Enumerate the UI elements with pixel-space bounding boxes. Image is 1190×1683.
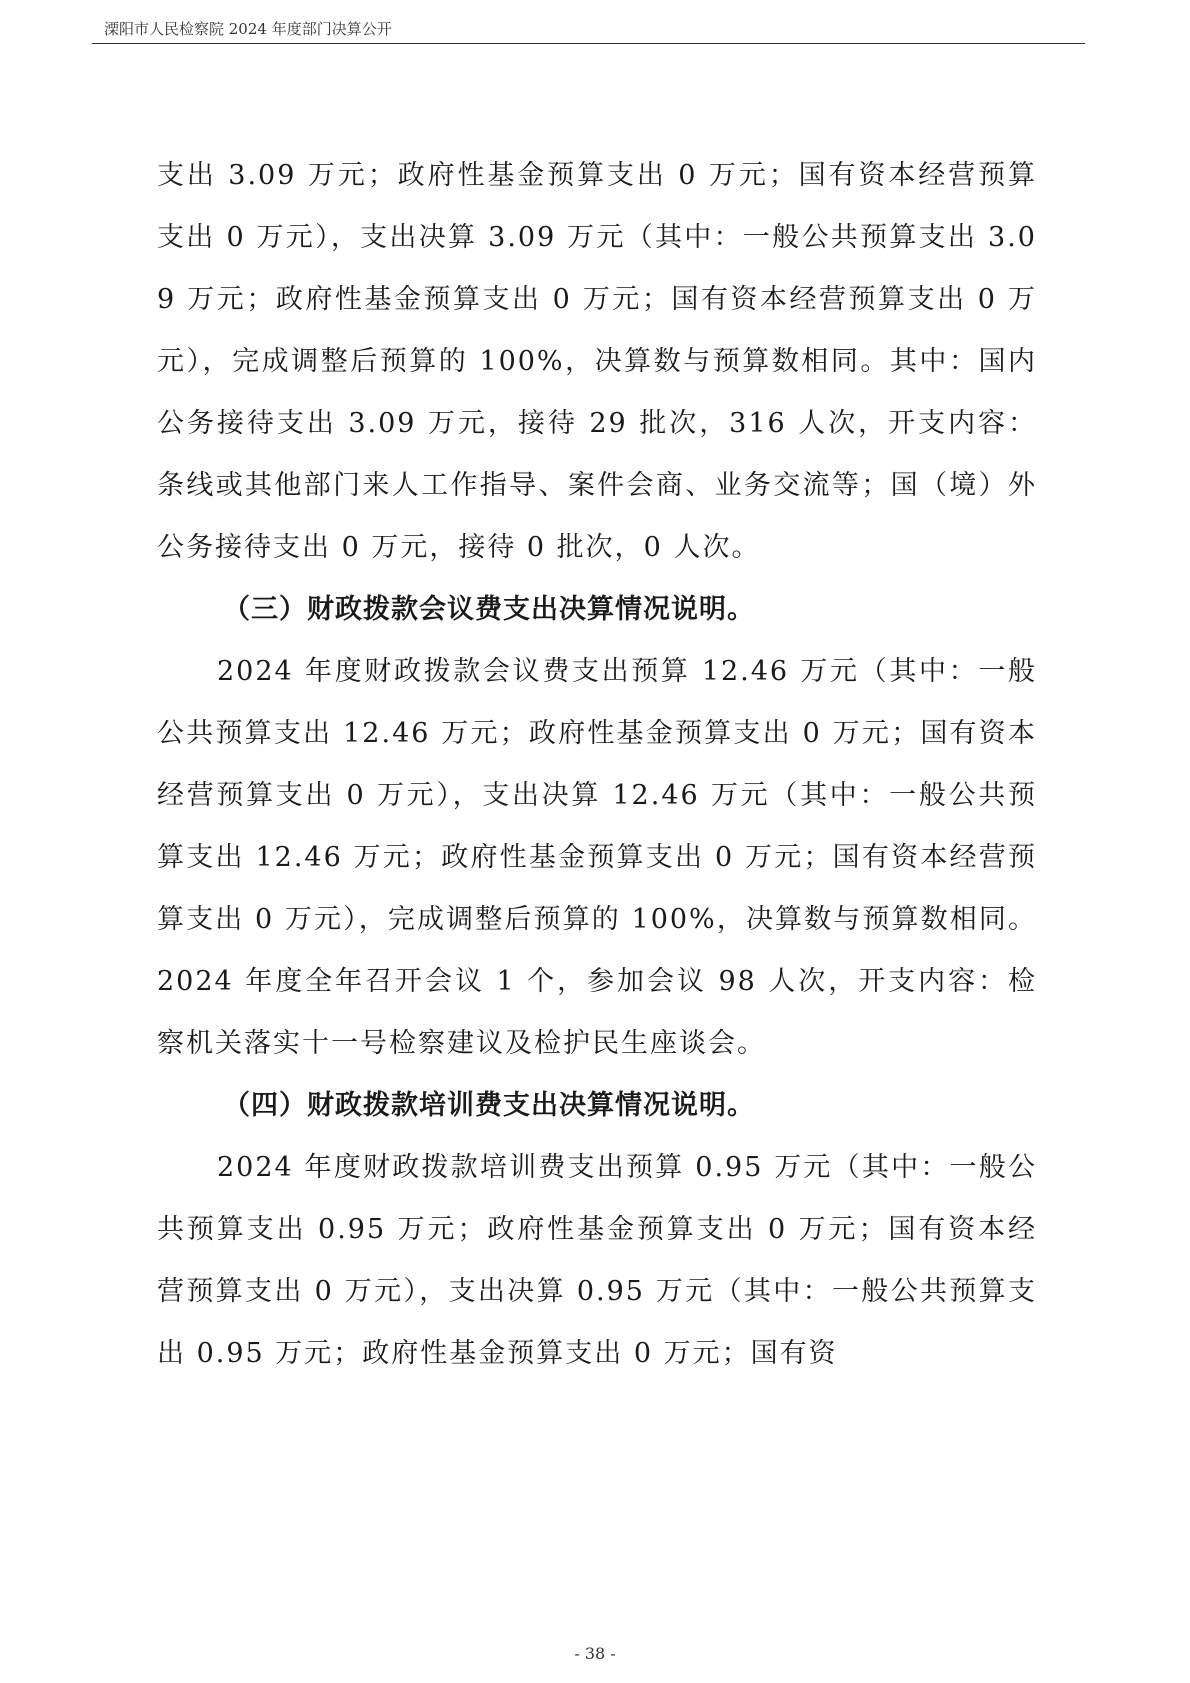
page-header <box>92 16 1085 44</box>
section-heading-meeting-expense: （三）财政拨款会议费支出决算情况说明。 <box>223 594 755 625</box>
page-number: - 38 - <box>574 1644 616 1663</box>
header-title: 溧阳市人民检察院 2024 年度部门决算公开 <box>104 20 392 38</box>
document-body <box>157 145 1037 1385</box>
paragraph-training-expense: 2024 年度财政拨款培训费支出预算 0.95 万元（其中：一般公共预算支出 0.95 万元；政府性基金预算支出 0 万元；国有资本经营预算支出 0 万元），支出决算 0.95 万元（其中：一般公共预算支出 0.95 万元；政府性基金预算支出 0 万元；国有资 <box>157 1152 1037 1369</box>
paragraph-meeting-expense: 2024 年度财政拨款会议费支出预算 12.46 万元（其中：一般公共预算支出 12.46 万元；政府性基金预算支出 0 万元；国有资本经营预算支出 0 万元），支出决算 12.46 万元（其中：一般公共预算支出 12.46 万元；政府性基金预算支出 0 万元；国有资本经营预算支出 0 万元），完成调整后预算的 100%，决算数与预算数相同。2024 年度全年召开会议 1 个，参加会议 98 人次，开支内容：检察机关落实十一号检察建议及检护民生座谈会。 <box>157 656 1037 1059</box>
paragraph-reception-expense: 支出 3.09 万元；政府性基金预算支出 0 万元；国有资本经营预算支出 0 万元），支出决算 3.09 万元（其中：一般公共预算支出 3.09 万元；政府性基金预算支出 0 万元；国有资本经营预算支出 0 万元），完成调整后预算的 100%，决算数与预算数相同。其中：国内公务接待支出 3.09 万元，接待 29 批次，316 人次，开支内容：条线或其他部门来人工作指导、案件会商、业务交流等；国（境）外公务接待支出 0 万元，接待 0 批次，0 人次。 <box>157 160 1037 563</box>
section-heading-training-expense: （四）财政拨款培训费支出决算情况说明。 <box>223 1090 755 1121</box>
